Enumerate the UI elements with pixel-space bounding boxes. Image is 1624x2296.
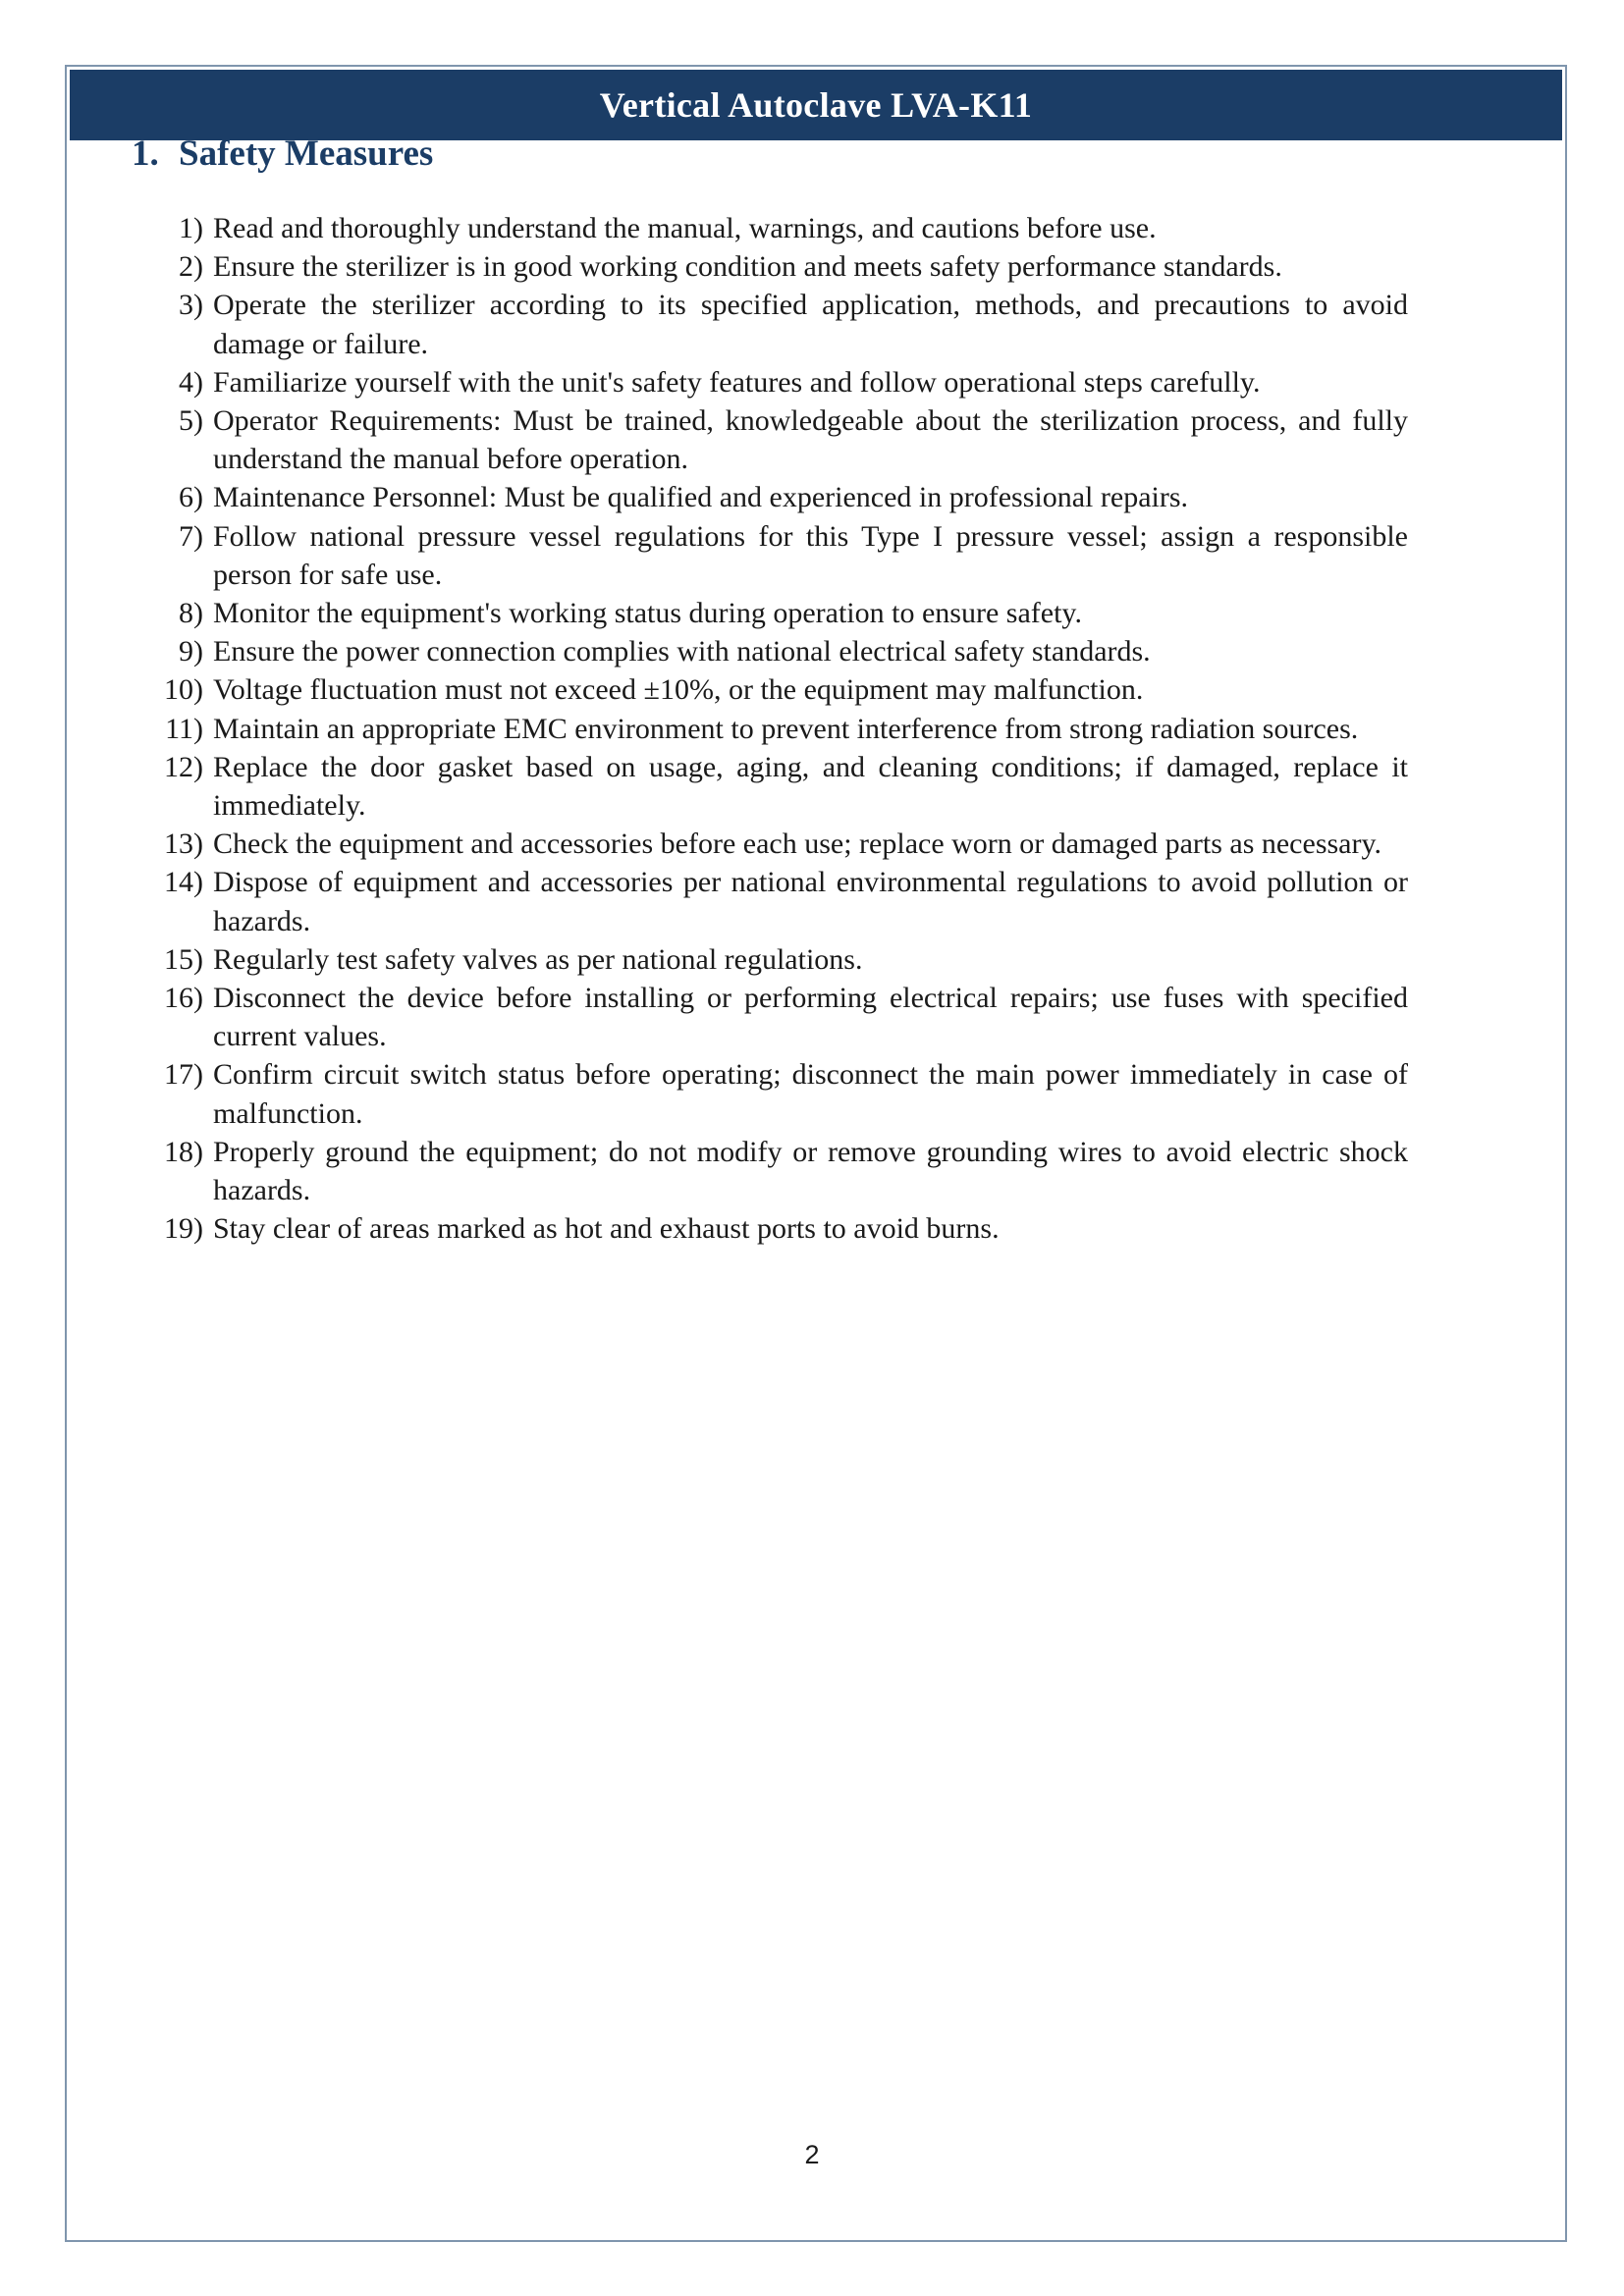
list-item-text: Stay clear of areas marked as hot and exhaust ports to avoid burns. [213,1212,1000,1246]
list-item-number: 1) [179,212,203,244]
list-item-number: 7) [179,519,203,553]
list-item-text: Operate the sterilizer according to its specified application, methods, and precautions to avoid damage or failure. [213,289,1408,360]
list-item-number: 5) [179,404,203,438]
list-item-text: Confirm circuit switch status before operating; disconnect the main power immediately in case of malfunction. [213,1058,1408,1130]
list-item-number: 19) [164,1212,203,1246]
list-item [132,209,1408,247]
list-item-number: 15) [164,942,203,976]
list-item-text: Ensure the sterilizer is in good working condition and meets safety performance standards. [213,250,1282,284]
list-item-text: Disconnect the device before installing or performing electrical repairs; use fuses with specified current values. [213,982,1408,1053]
list-item-number: 11) [165,712,203,745]
section-title: Safety Measures [179,133,434,174]
section-heading [132,133,1408,182]
safety-items-list [132,209,1408,1248]
list-item-text: Check the equipment and accessories before each use; replace worn or damaged parts as necessary. [213,828,1382,861]
list-item [132,1133,1408,1209]
list-item [132,748,1408,825]
list-item-text: Replace the door gasket based on usage, aging, and cleaning conditions; if damaged, replace it immediately. [213,750,1408,823]
list-item-number: 16) [164,982,203,1015]
list-item [132,1209,1408,1248]
section-number: 1. [132,133,159,174]
list-item [132,979,1408,1055]
list-item-text: Dispose of equipment and accessories per national environmental regulations to avoid pollution or hazards. [213,866,1408,937]
list-item-number: 14) [164,866,203,899]
list-item-text: Familiarize yourself with the unit's safety features and follow operational steps carefully. [213,365,1261,399]
list-item-number: 6) [179,481,203,514]
list-item-number: 3) [179,289,203,322]
list-item [132,863,1408,939]
list-item-number: 9) [179,635,203,668]
list-item-number: 2) [179,250,203,284]
list-item [132,670,1408,709]
list-item-text: Voltage fluctuation must not exceed ±10%, or the equipment may malfunction. [213,673,1144,707]
list-item-text: Monitor the equipment's working status during operation to ensure safety. [213,597,1082,630]
list-item [132,710,1408,748]
list-item [132,286,1408,362]
list-item [132,363,1408,401]
list-item-text: Properly ground the equipment; do not modify or remove grounding wires to avoid electric shock hazards. [213,1135,1408,1207]
list-item [132,940,1408,979]
list-item [132,1055,1408,1132]
list-item-number: 8) [179,597,203,630]
list-item [132,825,1408,863]
list-item-text: Read and thoroughly understand the manual, warnings, and cautions before use. [213,212,1157,244]
list-item-text: Follow national pressure vessel regulations for this Type I pressure vessel; assign a responsible person for safe use. [213,519,1408,591]
list-item [132,478,1408,516]
document-title: Vertical Autoclave LVA-K11 [599,85,1033,125]
list-item [132,594,1408,632]
list-item-number: 10) [164,673,203,707]
list-item-text: Regularly test safety valves as per national regulations. [213,942,863,976]
list-item-number: 17) [164,1058,203,1092]
list-item-number: 18) [164,1135,203,1168]
list-item [132,517,1408,594]
list-item-text: Ensure the power connection complies with national electrical safety standards. [213,635,1151,668]
page-number: 2 [804,2140,820,2169]
list-item [132,247,1408,286]
header-bar [70,70,1562,140]
safety-measures-section [132,133,1408,1248]
list-item-number: 12) [164,750,203,783]
list-item-text: Maintain an appropriate EMC environment to prevent interference from strong radiation sources. [213,712,1359,745]
list-item-text: Operator Requirements: Must be trained, knowledgeable about the sterilization process, and fully understand the manual before operation. [213,404,1408,476]
list-item-text: Maintenance Personnel: Must be qualified and experienced in professional repairs. [213,481,1189,514]
list-item-number: 13) [164,828,203,861]
list-item [132,632,1408,670]
list-item [132,401,1408,478]
list-item-number: 4) [179,365,203,399]
